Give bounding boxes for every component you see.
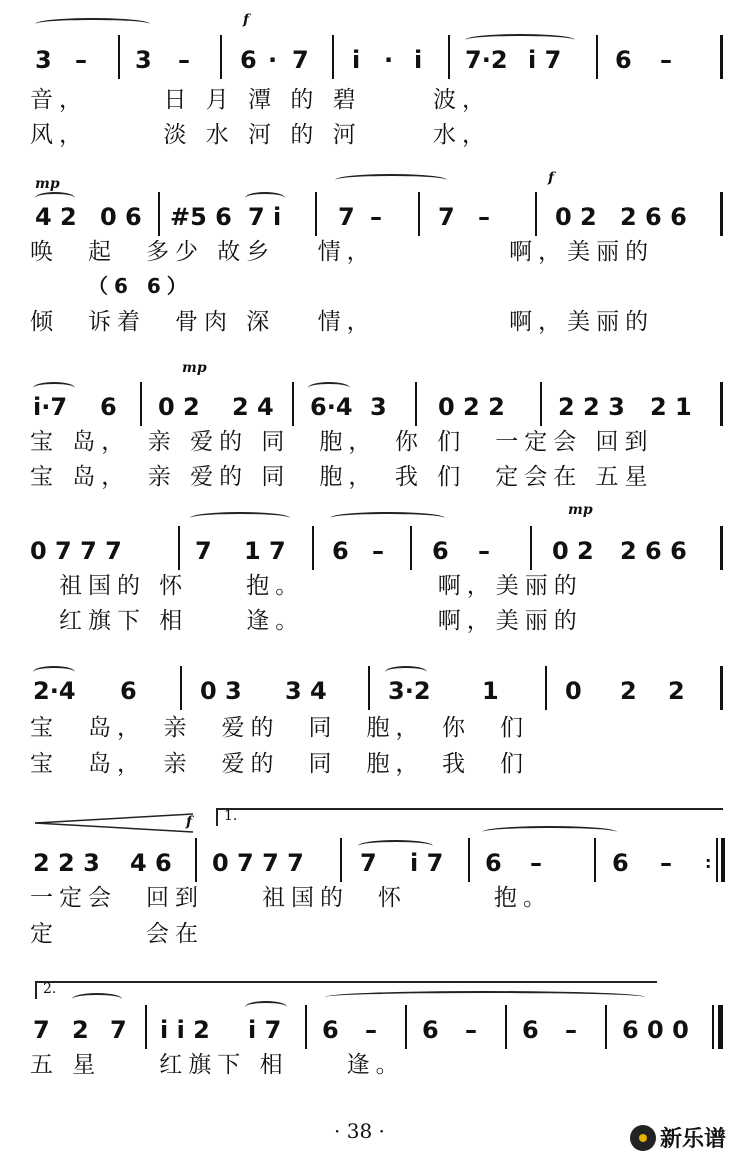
note: 6·4 [310,393,353,421]
slur [335,174,447,186]
lyric-verse-2: 宝 岛， 亲 爱的 同 胞， 我 们 [30,751,529,777]
barline [292,382,294,426]
site-logo[interactable] [630,1122,726,1153]
barline [140,382,142,426]
note: 7 [292,46,309,74]
barline [720,35,723,79]
note: i 7 [248,1016,282,1044]
barline [530,526,532,570]
barline [145,1005,147,1049]
barline [340,838,342,882]
barline [712,1005,714,1049]
note: 7 [195,537,212,565]
barline [468,838,470,882]
slur [245,1001,287,1013]
note: 7·2 [465,46,508,74]
note: 1 [482,677,499,705]
barline [605,1005,607,1049]
note: 0 3 [200,677,242,705]
barline [410,526,412,570]
note: 2 [620,677,637,705]
lyric-verse-2: 倾 诉着 骨肉 深 情， 啊，美丽的 [30,309,655,335]
note: 0 2 2 [438,393,505,421]
barline [118,35,120,79]
slur [35,18,150,30]
note: i i 2 [160,1016,210,1044]
note: – [365,1016,377,1044]
note: 6 0 0 [622,1016,689,1044]
lyric-verse-1: 五 星 红旗下 相 逢。 [30,1052,405,1078]
dynamic-mark: mp [568,502,593,518]
final-barline [718,1005,723,1049]
note: 7 [110,1016,127,1044]
lyric-verse-2: 宝 岛， 亲 爱的 同 胞， 我 们 定会在 五星 [30,464,654,490]
barline [415,382,417,426]
lyric-verse-1: 一定会 回到 祖国的 怀 抱。 [30,885,552,911]
slur [325,991,645,1003]
barline [721,838,725,882]
note: 6 [100,393,117,421]
note: 3 [370,393,387,421]
barline [418,192,420,236]
barline [405,1005,407,1049]
note: 6 [240,46,257,74]
barline [315,192,317,236]
slur [190,512,290,524]
note: – [660,849,672,877]
barline [220,35,222,79]
lyric-verse-2: 红旗下 相 逢。 啊，美丽的 [30,608,583,634]
note: i [414,46,423,74]
note: 2 2 3 [558,393,625,421]
note: 3 [135,46,152,74]
note: 0 6 [100,203,142,231]
note: 0 2 [158,393,200,421]
barline [332,35,334,79]
barline [195,838,197,882]
lyric-verse-2: 风， 淡 水 河 的 河 水， [30,122,492,148]
slur [72,993,122,1005]
note: · [384,46,394,74]
volta-bracket [216,808,723,826]
note: i 7 [528,46,562,74]
note: 0 [565,677,582,705]
note: 2 [72,1016,89,1044]
note: 7 [438,203,455,231]
note: 6 [432,537,449,565]
note: – [660,46,672,74]
dynamic-mark: f [243,12,250,28]
note: 3·2 [388,677,431,705]
barline [720,666,723,710]
note: 7 [33,1016,50,1044]
note: 2 1 [650,393,692,421]
barline [178,526,180,570]
note: 4 6 [130,849,172,877]
barline [594,838,596,882]
note: 0 7 7 7 [212,849,304,877]
dynamic-mark: mp [35,176,60,192]
note: 7 [360,849,377,877]
barline [545,666,547,710]
lyric-variant-notes: （6 6） [88,274,193,298]
volta-number: 2. [43,981,57,997]
note: – [370,203,382,231]
barline [716,838,718,882]
note: 6 [522,1016,539,1044]
lyric-verse-1: 宝 岛， 亲 爱的 同 胞， 你 们 [30,715,529,741]
note: 6 [332,537,349,565]
note: – [465,1016,477,1044]
note: 2 6 6 [620,203,687,231]
note: 0 2 [552,537,594,565]
barline [305,1005,307,1049]
slur [482,826,617,838]
note: 0 2 [555,203,597,231]
note: 7 [338,203,355,231]
note: #5 6 [170,203,232,231]
note: 2·4 [33,677,76,705]
note: – [565,1016,577,1044]
page-number: · 38 · [334,1119,385,1143]
barline [596,35,598,79]
barline [720,192,723,236]
note: i·7 [33,393,68,421]
slur [330,512,445,524]
lyric-verse-1: 祖国的 怀 抱。 啊，美丽的 [30,573,583,599]
note: 1 7 [244,537,286,565]
note: 6 [612,849,629,877]
barline [720,382,723,426]
note: 0 7 7 7 [30,537,122,565]
note: – [478,537,490,565]
note: 2 4 [232,393,274,421]
barline [180,666,182,710]
barline [158,192,160,236]
barline [448,35,450,79]
note: – [478,203,490,231]
note: 6 [485,849,502,877]
note: 4 2 [35,203,77,231]
barline [505,1005,507,1049]
vinyl-record-icon [630,1125,656,1151]
dynamic-mark: mp [182,360,207,376]
volta-number: 1. [224,808,238,824]
dynamic-mark: f [548,170,555,186]
crescendo-hairpin [33,812,198,834]
note: – [530,849,542,877]
note: – [75,46,87,74]
note: 6 [120,677,137,705]
note: – [372,537,384,565]
note: 6 [615,46,632,74]
note: – [178,46,190,74]
lyric-verse-1: 音， 日 月 潭 的 碧 波， [30,87,492,113]
note: i 7 [410,849,444,877]
barline [535,192,537,236]
note: i [352,46,361,74]
note: 6 [422,1016,439,1044]
repeat-dots: : [705,853,712,872]
dynamic-mark: f [186,814,193,830]
note: 2 [668,677,685,705]
lyric-verse-2: 定 会在 [30,921,204,947]
barline [368,666,370,710]
note: 3 4 [285,677,327,705]
logo-text: 新乐谱 [660,1127,727,1152]
note: · [268,46,278,74]
note: 7 i [248,203,282,231]
note: 2 2 3 [33,849,100,877]
note: 2 6 6 [620,537,687,565]
lyric-verse-1: 唤 起 多少 故乡 情， 啊，美丽的 [30,239,655,265]
lyric-verse-1: 宝 岛， 亲 爱的 同 胞， 你 们 一定会 回到 [30,429,654,455]
note: 6 [322,1016,339,1044]
barline [312,526,314,570]
barline [720,526,723,570]
barline [540,382,542,426]
note: 3 [35,46,52,74]
